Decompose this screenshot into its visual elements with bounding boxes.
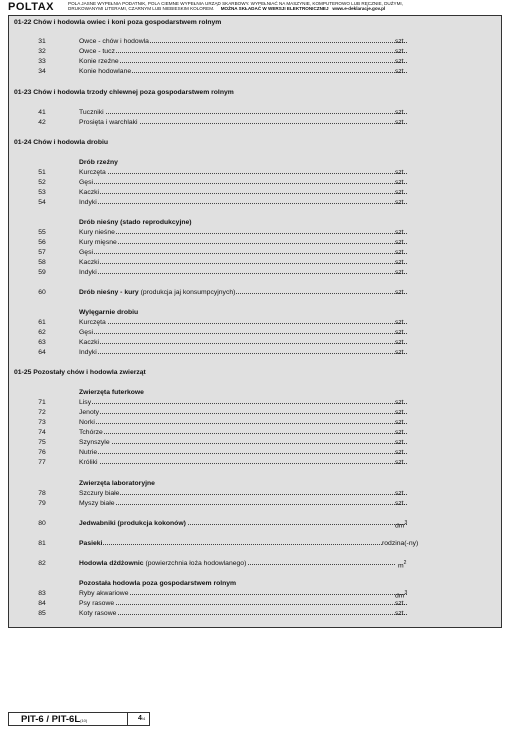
row-unit: szt. <box>395 490 406 497</box>
form-row-57[interactable] <box>9 249 503 258</box>
leader-dots <box>79 263 407 264</box>
leader-dots <box>79 193 407 194</box>
row-number: 60 <box>38 289 46 296</box>
row-number: 82 <box>38 560 46 567</box>
row-number: 72 <box>38 409 46 416</box>
form-row-74[interactable] <box>9 429 503 438</box>
row-label: Nutrie <box>79 449 98 456</box>
row-number: 76 <box>38 449 46 456</box>
row-unit: szt. <box>395 449 406 456</box>
leader-dots <box>79 353 407 354</box>
form-row-41[interactable] <box>9 109 503 118</box>
row-unit: szt. <box>395 199 406 206</box>
form-row-62[interactable] <box>9 329 503 338</box>
form-row-54[interactable] <box>9 199 503 208</box>
row-number: 59 <box>38 269 46 276</box>
row-unit: szt. <box>395 109 406 116</box>
row-unit: szt. <box>395 58 406 65</box>
row-unit: szt. <box>395 500 406 507</box>
leader-dots <box>79 52 407 53</box>
fill-instructions: POLA JASNE WYPEŁNIA PODATNIK, POLA CIEMNE WYPEŁNIA URZĄD SKARBOWY. WYPEŁNIAĆ NA MASZYNIE, KOMPUTEROWO LUB RĘCZNIE, DUŻYMI, DRUKOWANYMI LITERAMI, CZARNYM LUB NIEBIESKIM KOLOREM. MOŻNA SKŁADAĆ W WERSJI ELEKTRONICZNEJ www.e-deklaracje.gov.pl <box>68 1 403 12</box>
leader-dots <box>79 413 407 414</box>
row-number: 85 <box>38 610 46 617</box>
leader-dots <box>79 614 407 615</box>
row-number: 62 <box>38 329 46 336</box>
section-heading-01-23: 01-23 Chów i hodowla trzody chlewnej poza gospodarstwem rolnym <box>14 89 234 96</box>
row-unit: $dm^3$ <box>395 520 408 530</box>
row-number: 31 <box>38 38 46 45</box>
row-unit: szt. <box>395 429 406 436</box>
row-number: 78 <box>38 490 46 497</box>
row-label: Jenoty <box>79 409 100 416</box>
row-label: Kaczki <box>79 339 100 346</box>
leader-dots <box>79 403 407 404</box>
row-unit: szt. <box>395 600 406 607</box>
row-label: Kury nieśne <box>79 229 115 236</box>
leader-dots <box>79 604 407 605</box>
row-unit: szt. <box>395 339 406 346</box>
leader-dots <box>79 253 407 254</box>
leader-dots <box>79 504 407 505</box>
row-label: Owce - tucz <box>79 48 115 55</box>
row-unit: szt. <box>395 459 406 466</box>
footer-divider <box>127 713 128 725</box>
subheading-pozostala: Pozostała hodowla poza gospodarstwem rolnym <box>79 580 237 587</box>
subheading-wylegarnie: Wylęgarnie drobiu <box>79 309 139 316</box>
row-label: Gęsi <box>79 179 93 186</box>
row-label: Kurczęta <box>79 319 106 326</box>
form-row-80[interactable] <box>9 520 503 529</box>
form-row-79[interactable] <box>9 500 503 509</box>
leader-dots <box>79 453 407 454</box>
leader-dots <box>79 433 407 434</box>
form-row-83[interactable] <box>9 590 503 599</box>
form-row-55[interactable] <box>9 229 503 238</box>
subheading-futerkowe: Zwierzęta futerkowe <box>79 389 144 396</box>
row-number: 83 <box>38 590 46 597</box>
form-row-71[interactable] <box>9 399 503 408</box>
form-row-51[interactable] <box>9 169 503 178</box>
row-label: Myszy białe <box>79 500 115 507</box>
row-label: Koty rasowe <box>79 610 117 617</box>
leader-dots <box>79 423 407 424</box>
row-unit: szt. <box>395 259 406 266</box>
row-unit: szt. <box>395 269 406 276</box>
form-row-61[interactable] <box>9 319 503 328</box>
row-label: Szczury białe <box>79 490 120 497</box>
form-row-31[interactable] <box>9 38 503 47</box>
row-label: Psy rasowe <box>79 600 115 607</box>
row-unit: szt. <box>395 319 406 326</box>
row-unit: szt. <box>395 249 406 256</box>
row-label: Tuczniki <box>79 109 104 116</box>
row-label: Gęsi <box>79 329 93 336</box>
form-row-59[interactable] <box>9 269 503 278</box>
form-section-frame <box>8 15 502 628</box>
form-row-85[interactable] <box>9 610 503 619</box>
section-heading-01-24: 01-24 Chów i hodowla drobiu <box>14 139 109 146</box>
row-unit: szt. <box>395 399 406 406</box>
row-label: Prosięta i warchlaki <box>79 119 138 126</box>
leader-dots <box>79 323 407 324</box>
row-label: Pasieki <box>79 540 103 547</box>
row-unit: szt. <box>395 169 406 176</box>
form-row-58[interactable] <box>9 259 503 268</box>
row-label: Indyki <box>79 199 97 206</box>
row-label: Indyki <box>79 269 97 276</box>
section-heading-01-25: 01-25 Pozostały chów i hodowla zwierząt <box>14 369 146 376</box>
row-label: Króliki <box>79 459 98 466</box>
row-unit: szt. <box>395 610 406 617</box>
row-unit: szt. <box>395 439 406 446</box>
row-label: Ryby akwariowe <box>79 590 129 597</box>
row-unit: szt. <box>395 419 406 426</box>
form-title: PIT-6 / PIT-6L(10) <box>21 714 88 725</box>
form-row-76[interactable] <box>9 449 503 458</box>
row-unit: szt. <box>395 179 406 186</box>
row-number: 34 <box>38 68 46 75</box>
row-number: 61 <box>38 319 46 326</box>
page-header <box>8 1 502 15</box>
form-row-73[interactable] <box>9 419 503 428</box>
leader-dots <box>79 62 407 63</box>
row-unit: $m^2$ <box>398 560 407 570</box>
form-row-75[interactable] <box>9 439 503 448</box>
row-number: 55 <box>38 229 46 236</box>
row-unit: rodzina(-ny) <box>382 540 419 547</box>
form-row-84[interactable] <box>9 600 503 609</box>
row-number: 84 <box>38 600 46 607</box>
row-unit: szt. <box>395 48 406 55</box>
subheading-drob-rzezny: Drób rzeźny <box>79 159 118 166</box>
form-row-77[interactable] <box>9 459 503 468</box>
row-number: 33 <box>38 58 46 65</box>
form-row-78[interactable] <box>9 490 503 499</box>
row-number: 52 <box>38 179 46 186</box>
row-number: 57 <box>38 249 46 256</box>
row-number: 64 <box>38 349 46 356</box>
row-label: Szynszyle <box>79 439 110 446</box>
row-unit: szt. <box>395 349 406 356</box>
row-unit: szt. <box>395 409 406 416</box>
form-row-63[interactable] <box>9 339 503 348</box>
row-label: Kurczęta <box>79 169 106 176</box>
row-label: Hodowla dżdżownic (powierzchnia łoża hodowlanego) <box>79 560 247 567</box>
row-label: Lisy <box>79 399 92 406</box>
row-label: Kury mięsne <box>79 239 117 246</box>
row-number: 41 <box>38 109 46 116</box>
row-label: Konie hodowlane <box>79 68 132 75</box>
form-row-81[interactable] <box>9 540 503 549</box>
form-row-64[interactable] <box>9 349 503 358</box>
leader-dots <box>79 233 407 234</box>
row-unit: szt. <box>395 38 406 45</box>
row-number: 80 <box>38 520 46 527</box>
form-row-42[interactable] <box>9 119 503 128</box>
row-number: 81 <box>38 540 46 547</box>
form-row-32[interactable] <box>9 48 503 57</box>
form-row-52[interactable] <box>9 179 503 188</box>
subheading-laboratoryjne: Zwierzęta laboratoryjne <box>79 480 155 487</box>
leader-dots <box>79 463 407 464</box>
leader-dots <box>79 544 382 545</box>
leader-dots <box>79 333 407 334</box>
row-number: 79 <box>38 500 46 507</box>
leader-dots <box>79 183 407 184</box>
leader-dots <box>79 243 407 244</box>
row-label: Kaczki <box>79 189 100 196</box>
row-label: Jedwabniki (produkcja kokonów) <box>79 520 186 527</box>
row-number: 73 <box>38 419 46 426</box>
form-footer <box>8 712 150 726</box>
leader-dots <box>79 203 407 204</box>
row-number: 42 <box>38 119 46 126</box>
row-label: Konie rzeźne <box>79 58 119 65</box>
leader-dots <box>79 343 407 344</box>
form-row-56[interactable] <box>9 239 503 248</box>
row-label: Drób nieśny - kury (produkcja jaj konsumpcyjnych) <box>79 289 236 296</box>
form-row-82[interactable] <box>9 560 503 569</box>
leader-dots <box>79 494 407 495</box>
row-label: Tchórze <box>79 429 103 436</box>
leader-dots <box>79 173 407 174</box>
row-number: 54 <box>38 199 46 206</box>
row-label: Owce - chów i hodowla <box>79 38 149 45</box>
row-unit: szt. <box>395 239 406 246</box>
row-number: 63 <box>38 339 46 346</box>
row-unit: $dm^3$ <box>395 590 408 600</box>
row-unit: szt. <box>395 229 406 236</box>
row-unit: szt. <box>395 68 406 75</box>
form-row-34[interactable] <box>9 68 503 77</box>
row-number: 56 <box>38 239 46 246</box>
row-number: 53 <box>38 189 46 196</box>
row-number: 74 <box>38 429 46 436</box>
row-label: Kaczki <box>79 259 100 266</box>
row-unit: szt. <box>395 119 406 126</box>
section-heading-01-22: 01-22 Chów i hodowla owiec i koni poza gospodarstwem rolnym <box>14 19 222 26</box>
leader-dots <box>79 443 407 444</box>
page-number: 4/4 <box>138 715 146 722</box>
row-unit: szt. <box>395 189 406 196</box>
row-number: 75 <box>38 439 46 446</box>
subheading-drob-niesny: Drób nieśny (stado reprodukcyjne) <box>79 219 192 226</box>
row-number: 58 <box>38 259 46 266</box>
form-row-53[interactable] <box>9 189 503 198</box>
leader-dots <box>79 273 407 274</box>
form-row-33[interactable] <box>9 58 503 67</box>
form-row-72[interactable] <box>9 409 503 418</box>
row-label: Gęsi <box>79 249 93 256</box>
form-row-60[interactable] <box>9 289 503 298</box>
row-unit: szt. <box>395 329 406 336</box>
row-number: 77 <box>38 459 46 466</box>
row-unit: szt. <box>395 289 406 296</box>
leader-dots <box>79 113 407 114</box>
row-number: 71 <box>38 399 46 406</box>
row-label: Norki <box>79 419 95 426</box>
row-number: 51 <box>38 169 46 176</box>
row-number: 32 <box>38 48 46 55</box>
row-label: Indyki <box>79 349 97 356</box>
poltax-logo: POLTAX <box>8 1 54 13</box>
